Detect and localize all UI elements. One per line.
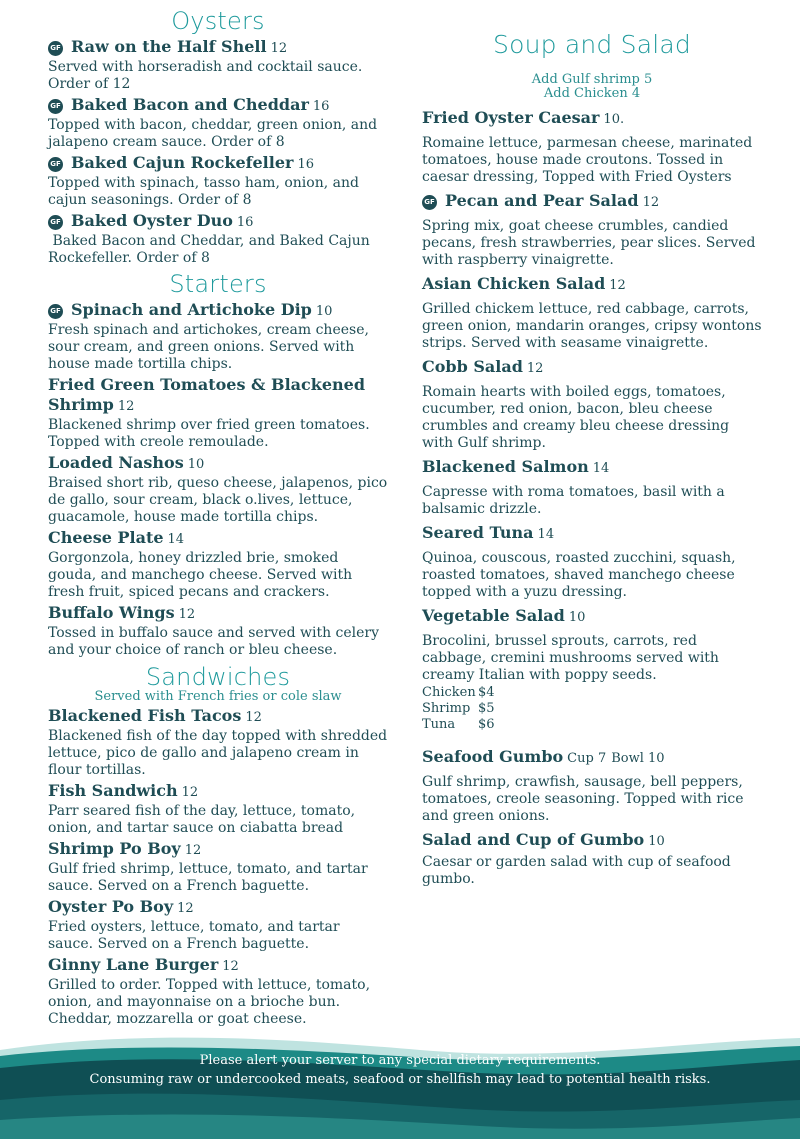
item-name: Salad and Cup of Gumbo (422, 830, 645, 849)
item-name: Fried Green Tomatoes & Blackened (48, 375, 366, 394)
menu-item (48, 603, 388, 659)
item-price: 12 (181, 785, 199, 800)
menu-item (422, 747, 762, 825)
item-name: Pecan and Pear Salad (445, 191, 639, 210)
item-description: Spring mix, goat cheese crumbles, candied pecans, fresh strawberries, pear slices. Served with raspberry vinaigrette. (422, 218, 756, 268)
item-price: 14 (537, 527, 555, 542)
item-name: Spinach and Artichoke Dip (71, 300, 312, 319)
item-name: Asian Chicken Salad (422, 274, 606, 293)
item-description: Romaine lettuce, parmesan cheese, marinated tomatoes, house made croutons. Tossed in caesar dressing, Topped with Fried Oysters (422, 135, 753, 185)
menu-item (48, 211, 388, 267)
menu-item (48, 955, 388, 1028)
add-protein-note: Add Gulf shrimp 5 (531, 72, 653, 87)
menu-item (48, 839, 388, 895)
addon-price: $6 (478, 717, 495, 732)
menu-item (422, 830, 762, 888)
addon-label: Chicken (422, 685, 476, 700)
footer-health-warning: Consuming raw or undercooked meats, seafood or shellfish may lead to potential health risks. (89, 1072, 711, 1087)
addon-price: $5 (478, 701, 495, 716)
item-price: 12 (642, 195, 660, 210)
item-price: 12 (609, 278, 626, 293)
item-name: Cobb Salad (422, 357, 523, 376)
addon-row (422, 685, 762, 701)
item-price: 12 (270, 41, 288, 56)
item-price: 10 (315, 304, 333, 319)
item-price: 10 (187, 457, 205, 472)
item-price: 16 (297, 157, 314, 172)
menu-item (422, 108, 762, 186)
item-description: Fresh spinach and artichokes, cream cheese, sour cream, and green onions. Served with house made tortilla chips. (48, 322, 369, 372)
menu-item (422, 606, 762, 733)
item-description: Tossed in buffalo sauce and served with celery and your choice of ranch or bleu cheese. (48, 625, 380, 658)
oysters-title: Oysters (171, 7, 265, 35)
gluten-free-icon: GF (48, 99, 63, 114)
item-name: Seafood Gumbo (422, 747, 564, 766)
item-description: Topped with bacon, cheddar, green onion, and jalapeno cream sauce. Order of 8 (48, 117, 378, 150)
item-price-bowl: Bowl 10 (611, 751, 665, 766)
item-description: Parr seared fish of the day, lettuce, tomato, onion, and tartar sauce on ciabatta bread (48, 803, 356, 836)
footer-banner (0, 1020, 800, 1139)
item-description: Served with horseradish and cocktail sauce. Order of 12 (48, 59, 363, 92)
addon-label: Tuna (422, 717, 456, 732)
addon-row (422, 717, 762, 733)
gluten-free-icon: GF (48, 41, 63, 56)
menu-item (48, 897, 388, 953)
item-name: Baked Cajun Rockefeller (71, 153, 294, 172)
item-description: Romain hearts with boiled eggs, tomatoes, cucumber, red onion, bacon, bleu cheese crumbles and creamy bleu cheese dressing with Gulf shrimp. (422, 384, 730, 451)
menu-item (48, 37, 388, 93)
item-price: 14 (592, 461, 610, 476)
item-name: Fried Oyster Caesar (422, 108, 600, 127)
item-name: Baked Oyster Duo (71, 211, 233, 230)
item-description: Grilled chickem lettuce, red cabbage, carrots, green onion, mandarin oranges, cripsy wontons strips. Served with seasame vinaigrette. (422, 301, 762, 351)
item-description: Caesar or garden salad with cup of seafood gumbo. (422, 854, 731, 887)
item-name: Vegetable Salad (422, 606, 565, 625)
menu-item (48, 706, 388, 779)
item-price: 16 (236, 215, 254, 230)
item-price: 10 (648, 834, 665, 849)
item-name: Seared Tuna (422, 523, 534, 542)
item-description: Baked Bacon and Cheddar, and Baked Cajun Rockefeller. Order of 8 (48, 233, 375, 266)
add-protein-note: Add Chicken 4 (543, 86, 641, 101)
item-description: Gorgonzola, honey drizzled brie, smoked gouda, and manchego cheese. Served with fresh fruit, spiced pecans and crackers. (48, 550, 353, 600)
soup-salad-title: Soup and Salad (493, 30, 691, 59)
menu-item (48, 375, 388, 451)
item-price: 12 (245, 710, 262, 725)
item-description: Gulf shrimp, crawfish, sausage, bell peppers, tomatoes, creole seasoning. Topped with rice and green onions. (422, 774, 744, 824)
sandwiches-title: Sandwiches (145, 663, 291, 691)
item-description: Quinoa, couscous, roasted zucchini, squash, roasted tomatoes, shaved manchego cheese topped with a yuzu dressing. (422, 550, 736, 600)
menu-item (422, 274, 762, 352)
item-price: Cup 7 (567, 751, 607, 766)
item-description: Grilled to order. Topped with lettuce, tomato, onion, and mayonnaise on a brioche bun. Cheddar, mozzarella or goat cheese. (48, 977, 371, 1027)
item-description: Blackened fish of the day topped with shredded lettuce, pico de gallo and jalapeno cream in flour tortillas. (48, 728, 388, 778)
item-description: Gulf fried shrimp, lettuce, tomato, and tartar sauce. Served on a French baguette. (48, 861, 368, 894)
item-price: 12 (178, 607, 196, 622)
left-column (48, 0, 388, 1028)
item-name: Loaded Nashos (48, 453, 184, 472)
item-name: Oyster Po Boy (48, 897, 174, 916)
item-price: 10. (603, 112, 625, 127)
menu-item (422, 191, 762, 269)
item-name: Raw on the Half Shell (71, 37, 267, 56)
menu-item (48, 781, 388, 837)
item-price: 12 (177, 901, 194, 916)
gluten-free-icon: GF (48, 157, 63, 172)
menu-item (422, 457, 762, 518)
item-price: 10 (568, 610, 586, 625)
menu-item (48, 528, 388, 601)
starters-title: Starters (169, 270, 267, 298)
menu-item (48, 153, 388, 209)
item-name: Buffalo Wings (48, 603, 175, 622)
sandwiches-note: Served with French fries or cole slaw (94, 689, 342, 704)
item-description: Topped with spinach, tasso ham, onion, and cajun seasonings. Order of 8 (48, 175, 359, 208)
item-price: 12 (526, 361, 544, 376)
item-name: Fish Sandwich (48, 781, 178, 800)
item-description: Blackened shrimp over fried green tomatoes. Topped with creole remoulade. (48, 417, 370, 450)
menu-item (48, 300, 388, 373)
item-name: Baked Bacon and Cheddar (71, 95, 309, 114)
item-price: 12 (222, 959, 239, 974)
gluten-free-icon: GF (422, 195, 437, 210)
item-price: 14 (167, 532, 185, 547)
gluten-free-icon: GF (48, 304, 63, 319)
item-name: Blackened Salmon (422, 457, 589, 476)
menu-item (48, 95, 388, 151)
gluten-free-icon: GF (48, 215, 63, 230)
item-description: Brocolini, brussel sprouts, carrots, red cabbage, cremini mushrooms served with creamy Italian with poppy seeds. (422, 633, 719, 683)
item-name-continued: Shrimp (48, 395, 114, 414)
item-name: Cheese Plate (48, 528, 164, 547)
addon-label: Shrimp (422, 701, 471, 716)
item-name: Blackened Fish Tacos (48, 706, 242, 725)
item-price: 16 (312, 99, 330, 114)
footer-dietary-note: Please alert your server to any special dietary requirements. (199, 1053, 601, 1068)
item-name: Ginny Lane Burger (48, 955, 219, 974)
item-description: Fried oysters, lettuce, tomato, and tartar sauce. Served on a French baguette. (48, 919, 340, 952)
addon-list (422, 685, 762, 733)
menu-item (422, 357, 762, 452)
item-description: Capresse with roma tomatoes, basil with a balsamic drizzle. (422, 484, 725, 517)
item-name: Shrimp Po Boy (48, 839, 181, 858)
addon-row (422, 701, 762, 717)
item-price: 12 (184, 843, 202, 858)
addon-price: $4 (478, 685, 495, 700)
menu-item (422, 523, 762, 601)
item-price: 12 (117, 399, 135, 414)
item-description: Braised short rib, queso cheese, jalapenos, pico de gallo, sour cream, black o.lives, lettuce, guacamole, house made tortilla chips. (48, 475, 388, 525)
right-column (422, 0, 762, 888)
menu-item (48, 453, 388, 526)
